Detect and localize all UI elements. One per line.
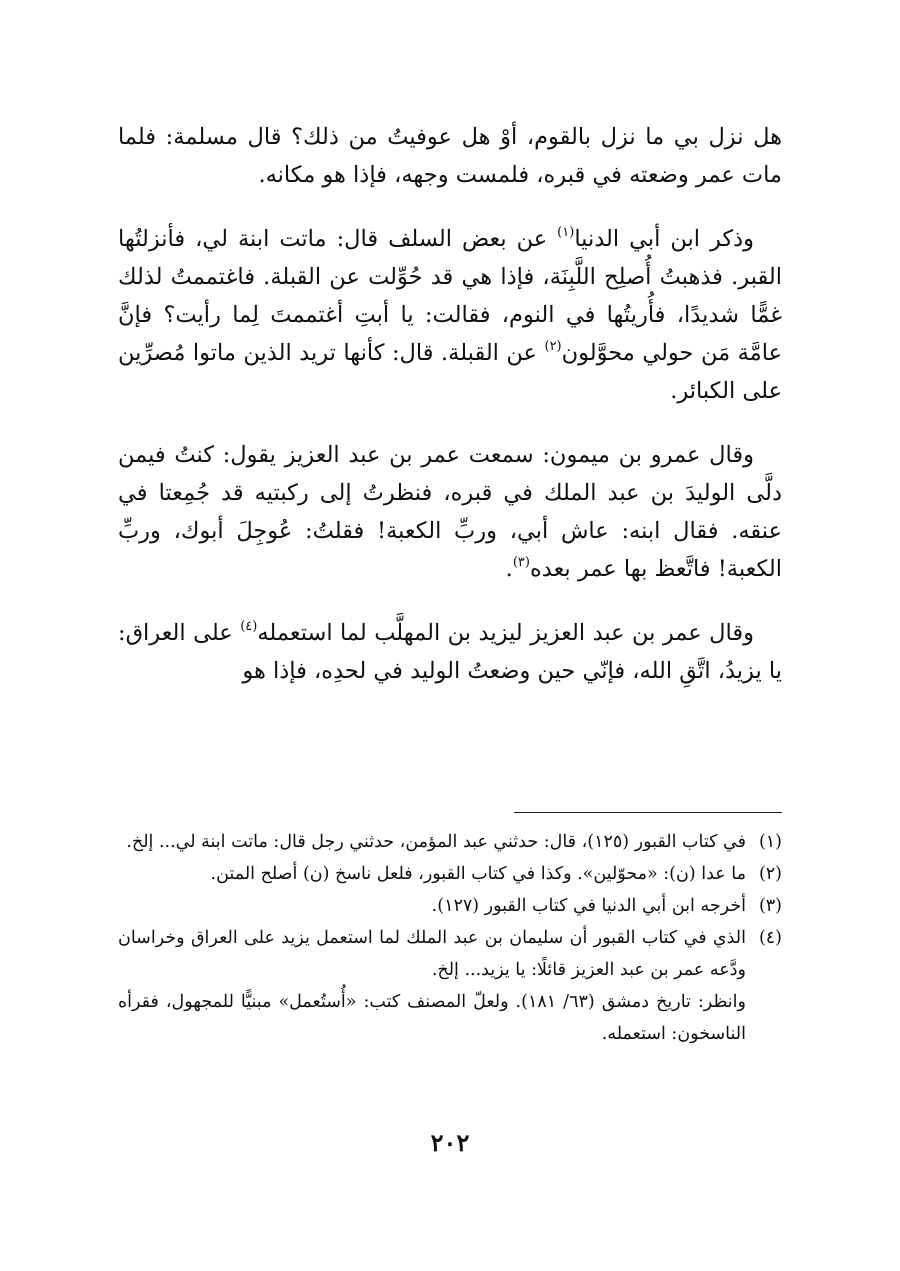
footnote-2-text: ما عدا (ن): «محوّلين». وكذا في كتاب القبور، فلعل ناسخ (ن) أصلح المتن. <box>210 864 746 884</box>
paragraph-1 <box>118 118 782 194</box>
footnote-ref-2[interactable]: (٢) <box>544 339 562 354</box>
paragraph-4-text-b: على العراق: يا يزيدُ، اتَّقِ الله، فإنّي حين وضعتُ الوليد في لحدِه، فإذا هو <box>118 620 782 684</box>
paragraph-3 <box>118 436 782 588</box>
page-number: ٢٠٢ <box>430 1128 470 1157</box>
footnote-1-number: (١) <box>758 832 782 852</box>
footnote-3 <box>118 890 782 922</box>
paragraph-2-text-a: وذكر ابن أبي الدنيا <box>574 226 754 252</box>
paragraph-2-text-c: عن القبلة. قال: كأنها تريد الذين ماتوا مُصرِّين على الكبائر. <box>118 340 782 404</box>
paragraph-3-text-b: . <box>505 556 513 582</box>
paragraph-1-text: هل نزل بي ما نزل بالقوم، أوْ هل عوفيتُ من ذلك؟ قال مسلمة: فلما مات عمر وضعته في قبره، فلمست وجهه، فإذا هو مكانه. <box>118 124 782 188</box>
footnote-3-number: (٣) <box>758 896 782 916</box>
footnote-ref-3[interactable]: (٣) <box>512 555 530 570</box>
footnote-4-continuation: وانظر: تاريخ دمشق (٦٣/ ١٨١). ولعلّ المصنف كتب: «أُستُعمل» مبنيًّا للمجهول، فقرأه الناسخون: استعمله. <box>118 992 746 1044</box>
paragraph-4 <box>118 614 782 690</box>
footnote-1-text: في كتاب القبور (١٢٥)، قال: حدثني عبد المؤمن، حدثني رجل قال: ماتت ابنة لي... إلخ. <box>126 832 746 852</box>
book-page <box>118 118 782 1218</box>
footnote-ref-1[interactable]: (١) <box>557 225 575 240</box>
footnote-4 <box>118 922 782 986</box>
main-text <box>118 118 782 690</box>
paragraph-2-text-b: عن بعض السلف قال: ماتت ابنة لي، فأنزلتُها القبر. فذهبتُ أُصلِح اللَّبِنَة، فإذا هي قد حُوِّلت عن القبلة. فاغتممتُ لذلك غمًّا شديدًا، فأُريتُها في النوم، فقالت: يا أبتِ أغتممتَ لِما رأيت؟ فإنَّ عامَّة مَن حولي محوَّلون <box>118 226 783 366</box>
footnotes <box>118 826 782 1050</box>
footnote-3-text: أخرجه ابن أبي الدنيا في كتاب القبور (١٢٧). <box>431 896 746 916</box>
footnote-ref-4[interactable]: (٤) <box>240 619 258 634</box>
footnote-2 <box>118 858 782 890</box>
footnote-4-number: (٤) <box>758 928 782 948</box>
paragraph-4-text-a: وقال عمر بن عبد العزيز ليزيد بن المهلَّب لما استعمله <box>257 620 754 646</box>
footnote-divider <box>514 812 782 813</box>
footnote-2-number: (٢) <box>758 864 782 884</box>
paragraph-2 <box>118 220 782 410</box>
footnote-4-text: الذي في كتاب القبور أن سليمان بن عبد الملك لما استعمل يزيد على العراق وخراسان ودَّعه عمر بن عبد العزيز قائلًا: يا يزيد... إلخ. <box>118 928 746 980</box>
footnote-1 <box>118 826 782 858</box>
paragraph-3-text-a: وقال عمرو بن ميمون: سمعت عمر بن عبد العزيز يقول: كنتُ فيمن دلَّى الوليدَ بن عبد الملك في قبره، فنظرتُ إلى ركبتيه قد جُمِعتا في عنقه. فقال ابنه: عاش أبي، وربِّ الكعبة! فقلتُ: عُوجِلَ أبوك، وربِّ الكعبة! فاتَّعظ بها عمر بعده <box>118 442 782 582</box>
